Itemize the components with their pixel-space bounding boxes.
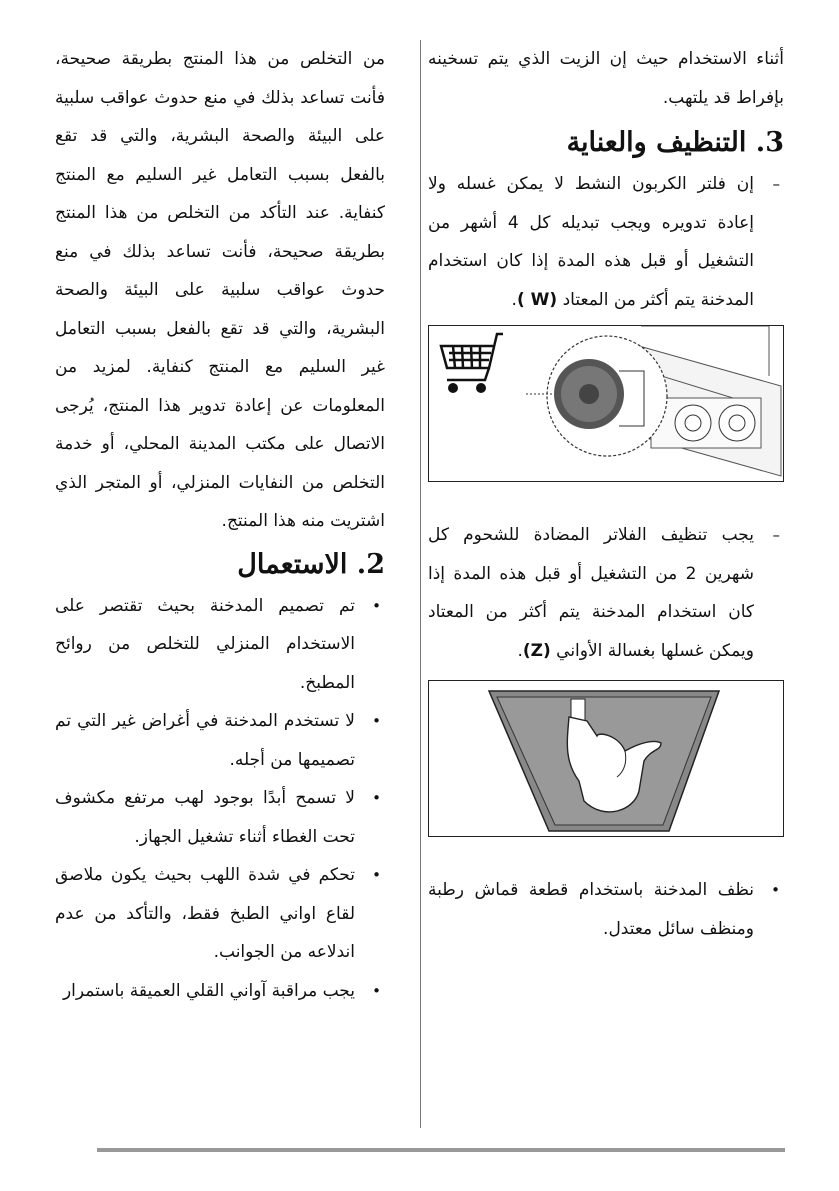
figure-reference: (Z): [522, 640, 551, 661]
bullet-marker: •: [372, 596, 381, 615]
dash-marker: –: [772, 175, 780, 193]
section-3-title: التنظيف والعناية: [566, 127, 747, 158]
section-3-number: 3.: [755, 127, 784, 158]
usage-item: [55, 972, 385, 1011]
section-2-title: الاستعمال: [237, 548, 348, 580]
bullet-marker: •: [372, 866, 381, 884]
section-3-heading: [428, 121, 784, 165]
usage-item: [55, 779, 385, 856]
item-text: يجب مراقبة آواني القلي العميقة باستمرار: [62, 980, 355, 1001]
item-text: يجب تنظيف الفلاتر المضادة للشحوم كل شهرين 2 من التشغيل أو قبل هذه المدة إذا كان استخدام المدخنة يتم أكثر من المعتاد ويمكن غسلها بغسالة الأواني: [428, 525, 754, 661]
left-column: [55, 40, 385, 1010]
cleaning-item-grease-filter: – يجب تنظيف الفلاتر المضادة للشحوم كل شهرين 2 من التشغيل أو قبل هذه المدة إذا كان استخدام المدخنة يتم أكثر من المعتاد ويمكن غسلها بغسالة الأواني (Z).: [428, 516, 784, 670]
bullet-marker: •: [372, 712, 381, 730]
item-text: لا تستخدم المدخنة في أغراض غير التي تم تصميمها من أجله.: [55, 711, 355, 770]
usage-item: [55, 702, 385, 779]
shopping-cart-icon: [441, 334, 503, 380]
figure-z: [428, 680, 784, 837]
figure-reference: (W ): [516, 289, 558, 310]
item-text: نظف المدخنة باستخدام قطعة قماش رطبة ومنظف سائل معتدل.: [428, 880, 754, 939]
usage-item: [55, 587, 385, 703]
item-text: تحكم في شدة اللهب بحيث يكون ملاصق لقاع اواني الطبخ فقط، والتأكد من عدم اندلاعه من الجوانب.: [55, 865, 355, 962]
item-text: تم تصميم المدخنة بحيث تقتصر على الاستخدام المنزلي للتخلص من روائح المطبخ.: [55, 595, 355, 693]
carbon-filter-zoom: [526, 336, 667, 456]
figure-w-illustration: [429, 326, 783, 481]
cleaning-item-carbon-filter: – إن فلتر الكربون النشط لا يمكن غسله ولا إعادة تدويره ويجب تبديله كل 4 أشهر من التشغيل أو قبل هذه المدة إذا كان استخدام المدخنة يتم أكثر من المعتاد (W ).: [428, 165, 784, 319]
cleaning-item-wipe: [428, 871, 784, 948]
disposal-text: من التخلص من هذا المنتج بطريقة صحيحة، فأنت تساعد بذلك في منع حدوث عواقب سلبية على البيئة والصحة البشرية، والتي قد تقع بالفعل بسبب التعامل غير السليم مع المنتج كنفاية. عند التأكد من التخلص من هذا المنتج بطريقة صحيحة، فأنت تساعد بذلك في منع حدوث عواقب سلبية على البيئة والصحة البشرية، والتي قد تقع بالفعل بسبب التعامل غير السليم مع المنتج كنفاية. لمزيد من المعلومات عن إعادة تدوير هذا المنتج، يُرجى الاتصال على مكتب المدينة المحلي، أو خدمة التخلص من النفايات المنزلي، أو المتجر الذي اشتريت منه هذا المنتج.: [55, 49, 385, 531]
bullet-marker: •: [372, 789, 381, 807]
section-2-number: 2.: [356, 548, 385, 580]
item-text: لا تسمح أبدًا بوجود لهب مرتفع مكشوف تحت الغطاء أثناء تشغيل الجهاز.: [55, 788, 355, 847]
bullet-marker: •: [771, 881, 780, 899]
dash-marker: –: [772, 526, 780, 544]
column-divider: [420, 40, 421, 1128]
usage-item: [55, 856, 385, 972]
bullet-marker: •: [372, 981, 381, 1000]
figure-w: [428, 325, 784, 482]
footer-rule: [97, 1148, 785, 1152]
intro-text: أثناء الاستخدام حيث إن الزيت الذي يتم تسخينه بإفراط قد يلتهب.: [428, 49, 784, 108]
right-column: [428, 40, 784, 948]
hand-removing-filter-icon: [429, 681, 783, 836]
item-text: إن فلتر الكربون النشط لا يمكن غسله ولا إعادة تدويره ويجب تبديله كل 4 أشهر من التشغيل أو قبل هذه المدة إذا كان استخدام المدخنة يتم أكثر من المعتاد: [428, 174, 754, 310]
section-2-heading: [55, 543, 385, 587]
